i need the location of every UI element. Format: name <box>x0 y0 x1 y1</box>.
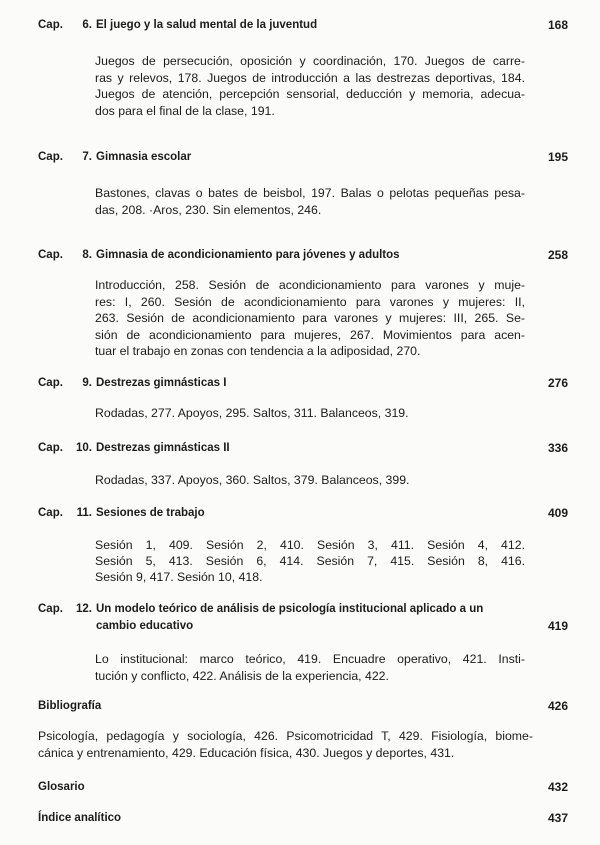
toc-heading[interactable] <box>38 247 568 263</box>
section-line: cánica y entrenamiento, 429. Educación física, 430. Juegos y deportes, 431. <box>38 746 455 760</box>
chapter-label: Cap. <box>38 442 63 454</box>
chapter-title: Destrezas gimnásticas I <box>96 377 227 389</box>
page-number: 195 <box>547 150 568 164</box>
chapter-title-continued: cambio educativo <box>96 620 194 632</box>
toc-heading[interactable] <box>38 779 568 795</box>
section-line: Lo institucional: marco teórico, 419. Encuadre operativo, 421. Insti- <box>95 652 525 666</box>
section-line: Introducción, 258. Sesión de acondicionamiento para varones y muje- <box>95 278 525 292</box>
toc-heading[interactable] <box>38 375 568 391</box>
section-line: Sesión 5, 413. Sesión 6, 414. Sesión 7, 415. Sesión 8, 416. <box>95 554 525 568</box>
chapter-label: Cap. <box>38 19 63 31</box>
chapter-label: Cap. <box>38 603 63 615</box>
chapter-number: 11. <box>76 507 92 519</box>
chapter-title: Bibliografía <box>38 700 102 712</box>
chapter-title: Destrezas gimnásticas II <box>96 442 230 454</box>
section-line: Juegos de atención, percepción sensorial, deducción y memoria, adecua- <box>95 87 525 101</box>
chapter-label: Cap. <box>38 507 63 519</box>
chapter-title: Índice analítico <box>38 812 122 824</box>
page-number: 168 <box>547 18 568 32</box>
page-number: 276 <box>547 376 568 390</box>
chapter-number: 6. <box>82 19 92 31</box>
toc-heading[interactable] <box>38 698 568 714</box>
chapter-number: 10. <box>76 442 92 454</box>
section-line: res: I, 260. Sesión de acondicionamiento para varones y mujeres: II, <box>95 295 525 309</box>
section-line: Rodadas, 277. Apoyos, 295. Saltos, 311. Balanceos, 319. <box>95 406 409 420</box>
chapter-title: Un modelo teórico de análisis de psicología institucional aplicado a un <box>96 603 484 615</box>
section-line: Rodadas, 337. Apoyos, 360. Saltos, 379. Balanceos, 399. <box>95 473 410 487</box>
section-line: Sesión 9, 417. Sesión 10, 418. <box>95 570 263 584</box>
chapter-title: El juego y la salud mental de la juventud <box>96 19 318 31</box>
page-number: 336 <box>547 441 568 455</box>
page-number: 258 <box>547 248 568 262</box>
section-line: Sesión 1, 409. Sesión 2, 410. Sesión 3, 411. Sesión 4, 412. <box>95 538 525 552</box>
chapter-title: Gimnasia de acondicionamiento para jóvenes y adultos <box>96 249 400 261</box>
chapter-title: Gimnasia escolar <box>96 151 192 163</box>
toc-heading[interactable] <box>38 149 568 165</box>
section-line: ras y relevos, 178. Juegos de introducción a las destrezas deportivas, 184. <box>95 71 525 85</box>
page-number: 419 <box>547 619 568 633</box>
toc-heading[interactable] <box>38 17 568 33</box>
toc-heading[interactable] <box>38 505 568 521</box>
section-line: das, 208. ·Aros, 230. Sin elementos, 246. <box>95 203 322 217</box>
toc-heading-continued[interactable] <box>38 618 568 634</box>
page-number: 426 <box>547 699 568 713</box>
page-number: 432 <box>547 780 568 794</box>
chapter-number: 7. <box>82 151 92 163</box>
toc-heading[interactable] <box>38 601 568 617</box>
toc-heading[interactable] <box>38 810 568 826</box>
section-line: Bastones, clavas o bates de beisbol, 197. Balas o pelotas pequeñas pesa- <box>95 186 525 200</box>
section-line: dos para el final de la clase, 191. <box>95 104 275 118</box>
chapter-label: Cap. <box>38 377 63 389</box>
chapter-number: 9. <box>82 377 92 389</box>
chapter-label: Cap. <box>38 249 63 261</box>
section-line: Juegos de persecución, oposición y coordinación, 170. Juegos de carre- <box>95 54 525 68</box>
chapter-title: Glosario <box>38 781 85 793</box>
section-line: Psicología, pedagogía y sociología, 426. Psicomotricidad T, 429. Fisiología, biome- <box>38 729 533 743</box>
section-line: tución y conflicto, 422. Análisis de la experiencia, 422. <box>95 669 389 683</box>
chapter-label: Cap. <box>38 151 63 163</box>
chapter-number: 12. <box>76 603 92 615</box>
section-line: tuar el trabajo en zonas con tendencia a la adiposidad, 270. <box>95 344 421 358</box>
page-number: 437 <box>547 811 568 825</box>
chapter-title: Sesiones de trabajo <box>96 507 205 519</box>
section-line: sión de acondicionamiento para mujeres, 267. Movimientos para acen- <box>95 328 525 342</box>
page-number: 409 <box>547 506 568 520</box>
chapter-number: 8. <box>82 249 92 261</box>
toc-heading[interactable] <box>38 440 568 456</box>
section-line: 263. Sesión de acondicionamiento para varones y mujeres: III, 265. Se- <box>95 311 525 325</box>
